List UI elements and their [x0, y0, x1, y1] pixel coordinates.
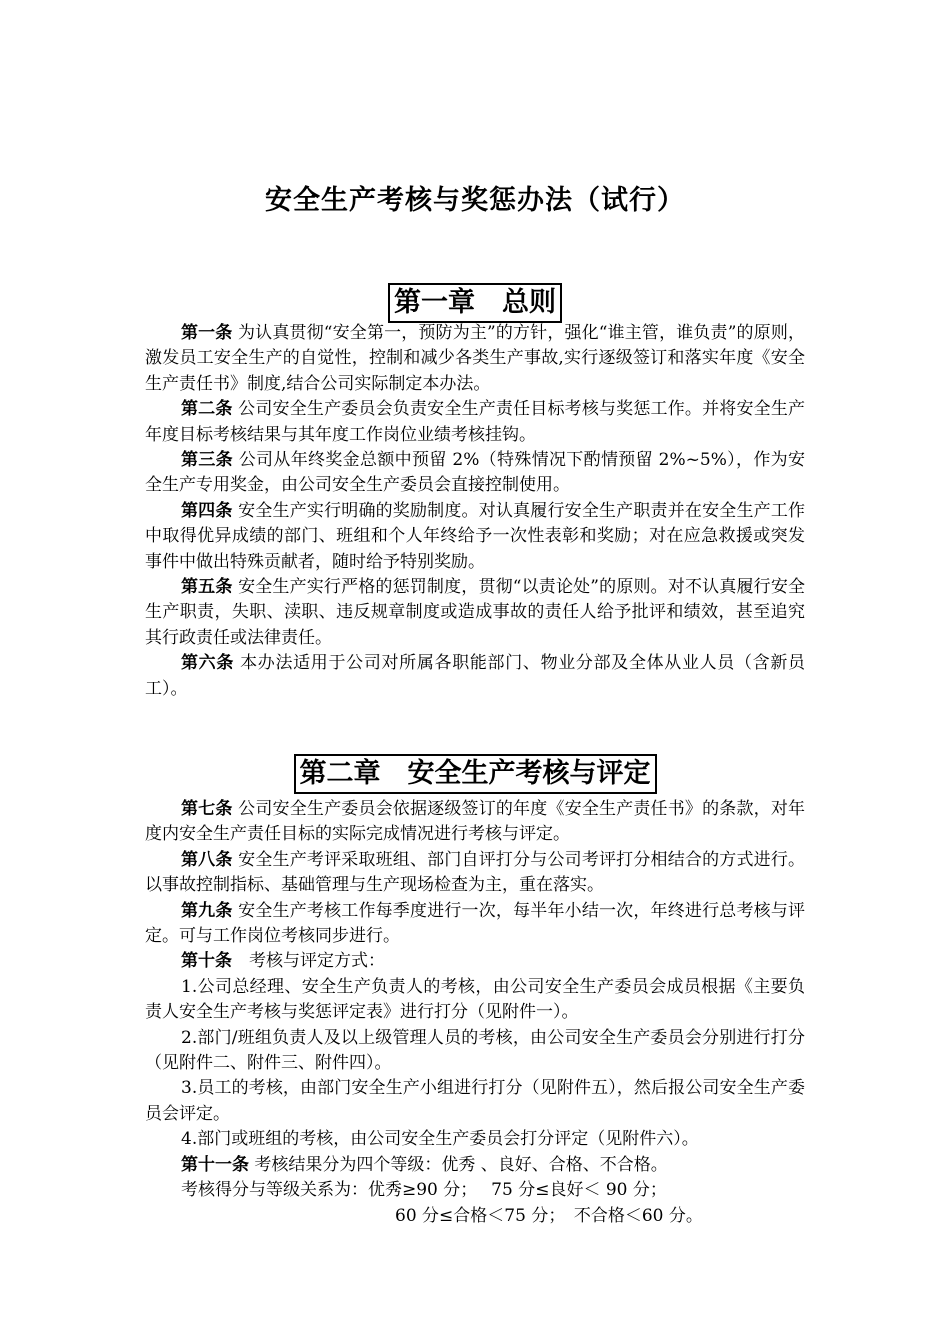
- article-8: [145, 848, 805, 899]
- chapter-1-body: [145, 321, 805, 702]
- item-text: 3.员工的考核，由部门安全生产小组进行打分（见附件五），然后报公司安全生产委员会评定。: [145, 1078, 805, 1124]
- grade-relation-line-2: [145, 1204, 805, 1229]
- article-label: 第六条: [181, 653, 235, 674]
- article-label: 第四条: [181, 500, 233, 521]
- chapter-2-heading-wrap: [0, 754, 950, 794]
- article-text: 安全生产考核工作每季度进行一次，每半年小结一次，年终进行总考核与评定。可与工作岗位考核同步进行。: [145, 900, 806, 947]
- article-text: 安全生产实行严格的惩罚制度，贯彻“以责论处”的原则。对不认真履行安全生产职责，失职、渎职、违反规章制度或造成事故的责任人给予批评和绩效，甚至追究其行政责任或法律责任。: [145, 577, 806, 648]
- chapter-1-heading: 第一章 总则: [388, 283, 562, 323]
- article-label: 第七条: [181, 799, 233, 819]
- method-item-1: [145, 975, 805, 1026]
- article-label: 第十条: [181, 951, 232, 972]
- article-label: 第十一条: [181, 1154, 249, 1175]
- article-text: 安全生产实行明确的奖励制度。对认真履行安全生产职责并在安全生产工作中取得优异成绩的部门、班组和个人年终给予一次性表彰和奖励；对在应急救援或突发事件中做出特殊贡献者，随时给予特别奖励。: [145, 500, 806, 572]
- article-9: [145, 899, 805, 950]
- chapter-2-heading: 第二章 安全生产考核与评定: [294, 754, 657, 794]
- article-4: [145, 499, 805, 575]
- grade-text: 考核得分与等级关系为：优秀≥90 分； 75 分≤良好＜ 90 分；: [181, 1180, 667, 1201]
- method-item-2: [145, 1026, 805, 1077]
- item-text: 2.部门/班组负责人及以上级管理人员的考核，由公司安全生产委员会分别进行打分（见附件二、附件三、附件四）。: [145, 1027, 805, 1074]
- article-10: [145, 949, 805, 974]
- article-text: 公司安全生产委员会负责安全生产责任目标考核与奖惩工作。并将安全生产年度目标考核结果与其年度工作岗位业绩考核挂钩。: [145, 399, 806, 445]
- article-text: 考核结果分为四个等级：优秀 、良好、合格、不合格。: [254, 1154, 668, 1175]
- article-label: 第五条: [181, 577, 233, 598]
- grade-relation-line-1: [145, 1178, 805, 1203]
- article-text: 公司从年终奖金总额中预留 2%（特殊情况下酌情预留 2%~5%），作为安全生产专用奖金，由公司安全生产委员会直接控制使用。: [145, 450, 805, 496]
- article-label: 第二条: [181, 399, 233, 420]
- article-label: 第八条: [181, 849, 233, 870]
- article-label: 第一条: [181, 323, 233, 343]
- article-1: [145, 321, 805, 397]
- method-item-3: [145, 1076, 805, 1127]
- grade-text: 60 分≤合格＜75 分； 不合格＜60 分。: [395, 1205, 703, 1226]
- chapter-2-body: [145, 797, 805, 1229]
- article-7: [145, 797, 805, 848]
- item-text: 1.公司总经理、安全生产负责人的考核，由公司安全生产委员会成员根据《主要负责人安全生产考核与奖惩评定表》进行打分（见附件一）。: [145, 976, 805, 1023]
- article-text: 考核与评定方式：: [232, 951, 385, 972]
- article-text: 为认真贯彻“安全第一，预防为主”的方针，强化“谁主管，谁负责”的原则，激发员工安全生产的自觉性，控制和减少各类生产事故,实行逐级签订和落实年度《安全生产责任书》制度,结合公司实际制定本办法。: [145, 323, 806, 394]
- article-5: [145, 575, 805, 651]
- article-6: [145, 651, 805, 702]
- article-11: [145, 1153, 805, 1178]
- article-text: 本办法适用于公司对所属各职能部门、物业分部及全体从业人员（含新员工）。: [145, 653, 806, 699]
- document-title: 安全生产考核与奖惩办法（试行）: [265, 185, 685, 216]
- article-text: 安全生产考评采取班组、部门自评打分与公司考评打分相结合的方式进行。以事故控制指标、基础管理与生产现场检查为主，重在落实。: [145, 849, 806, 896]
- article-label: 第九条: [181, 900, 233, 921]
- article-text: 公司安全生产委员会依据逐级签订的年度《安全生产责任书》的条款，对年度内安全生产责任目标的实际完成情况进行考核与评定。: [145, 799, 806, 845]
- item-text: 4.部门或班组的考核，由公司安全生产委员会打分评定（见附件六）。: [181, 1129, 699, 1150]
- article-3: [145, 448, 805, 499]
- article-label: 第三条: [181, 450, 233, 471]
- chapter-1-heading-wrap: [0, 283, 950, 323]
- article-2: [145, 397, 805, 448]
- method-item-4: [145, 1127, 805, 1152]
